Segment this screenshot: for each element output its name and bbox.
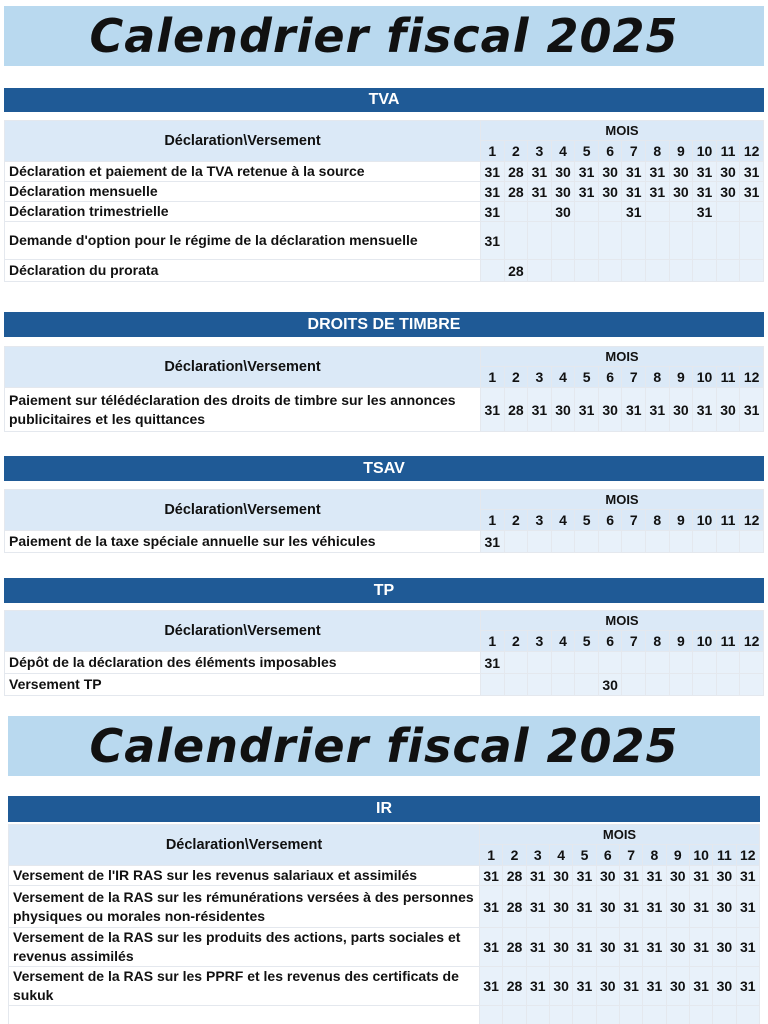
deadline-cell: 28 (504, 162, 528, 182)
month-number: 2 (504, 367, 528, 388)
deadline-cell: 31 (480, 388, 504, 432)
column-header-mois: MOIS (479, 825, 759, 845)
row-label (9, 1006, 480, 1024)
column-header-declaration: Déclaration\Versement (5, 347, 481, 388)
month-number: 1 (480, 510, 504, 531)
deadline-cell (596, 1006, 619, 1024)
table-row (9, 886, 760, 928)
table-header-row (5, 347, 764, 367)
month-number: 2 (504, 631, 528, 652)
column-header-declaration: Déclaration\Versement (5, 490, 481, 531)
row-label: Versement de la RAS sur les PPRF et les revenus des certificats de sukuk (9, 967, 480, 1006)
deadline-cell (551, 222, 575, 260)
column-header-mois: MOIS (480, 121, 763, 141)
month-number: 1 (480, 141, 504, 162)
deadline-cell: 31 (480, 202, 504, 222)
deadline-cell: 31 (526, 967, 549, 1006)
deadline-cell: 28 (503, 967, 526, 1006)
deadline-cell: 31 (693, 388, 717, 432)
deadline-cell: 30 (669, 388, 693, 432)
month-number: 3 (526, 845, 549, 866)
section-table (4, 610, 764, 696)
deadline-cell (716, 531, 740, 553)
deadline-cell: 28 (503, 866, 526, 886)
deadline-cell: 28 (504, 182, 528, 202)
deadline-cell (504, 531, 528, 553)
month-number: 1 (480, 367, 504, 388)
deadline-cell: 31 (693, 202, 717, 222)
deadline-cell (716, 260, 740, 282)
deadline-cell: 31 (575, 162, 599, 182)
month-number: 4 (551, 510, 575, 531)
deadline-cell (575, 222, 599, 260)
month-number: 10 (693, 141, 717, 162)
deadline-cell (669, 260, 693, 282)
deadline-cell (646, 202, 670, 222)
deadline-cell: 31 (479, 886, 502, 928)
deadline-cell: 30 (713, 928, 736, 967)
deadline-cell: 31 (526, 928, 549, 967)
deadline-cell: 31 (689, 928, 712, 967)
row-label: Déclaration du prorata (5, 260, 481, 282)
deadline-cell (669, 222, 693, 260)
deadline-cell: 31 (736, 967, 759, 1006)
deadline-cell: 31 (479, 967, 502, 1006)
section-droits-de-timbre (4, 312, 764, 432)
deadline-cell (528, 531, 552, 553)
table-row (5, 222, 764, 260)
deadline-cell: 30 (549, 967, 572, 1006)
month-number: 3 (528, 367, 552, 388)
table-header-row (9, 825, 760, 845)
deadline-cell (575, 652, 599, 674)
month-number: 3 (528, 510, 552, 531)
month-number: 6 (598, 631, 622, 652)
deadline-cell: 30 (713, 866, 736, 886)
month-number: 4 (551, 141, 575, 162)
table-header-row (5, 490, 764, 510)
month-number: 9 (669, 141, 693, 162)
month-number: 5 (575, 631, 599, 652)
deadline-cell: 31 (480, 162, 504, 182)
month-number: 1 (480, 631, 504, 652)
column-header-mois: MOIS (480, 611, 763, 631)
deadline-cell: 30 (549, 866, 572, 886)
deadline-cell: 28 (504, 260, 528, 282)
page-title-banner (8, 716, 760, 776)
section-tsav (4, 456, 764, 553)
deadline-cell: 30 (596, 886, 619, 928)
month-number: 6 (596, 845, 619, 866)
deadline-cell (716, 222, 740, 260)
section-table (4, 346, 764, 432)
deadline-cell: 31 (528, 182, 552, 202)
deadline-cell: 31 (689, 886, 712, 928)
deadline-cell (646, 222, 670, 260)
row-label: Paiement de la taxe spéciale annuelle sur les véhicules (5, 531, 481, 553)
deadline-cell: 30 (669, 182, 693, 202)
row-label: Versement TP (5, 674, 481, 696)
month-number: 5 (575, 367, 599, 388)
section-tp (4, 578, 764, 696)
deadline-cell (666, 1006, 689, 1024)
deadline-cell (622, 674, 646, 696)
table-header-row (5, 121, 764, 141)
section-title: TSAV (4, 456, 764, 481)
row-label: Déclaration mensuelle (5, 182, 481, 202)
deadline-cell: 31 (480, 531, 504, 553)
deadline-cell (740, 674, 764, 696)
month-number: 12 (740, 631, 764, 652)
section-tva (4, 88, 764, 282)
deadline-cell: 30 (598, 162, 622, 182)
deadline-cell: 30 (716, 388, 740, 432)
deadline-cell (480, 260, 504, 282)
month-number: 11 (713, 845, 736, 866)
deadline-cell (528, 652, 552, 674)
month-number: 11 (716, 631, 740, 652)
deadline-cell: 31 (740, 162, 764, 182)
deadline-cell (740, 260, 764, 282)
deadline-cell (622, 652, 646, 674)
deadline-cell (503, 1006, 526, 1024)
deadline-cell: 31 (528, 388, 552, 432)
deadline-cell (504, 652, 528, 674)
deadline-cell: 31 (643, 967, 666, 1006)
deadline-cell (549, 1006, 572, 1024)
deadline-cell: 31 (480, 182, 504, 202)
deadline-cell (504, 222, 528, 260)
deadline-cell (740, 531, 764, 553)
month-number: 9 (669, 510, 693, 531)
section-title: TP (4, 578, 764, 603)
column-header-declaration: Déclaration\Versement (5, 611, 481, 652)
table-header-row (5, 611, 764, 631)
month-number: 9 (666, 845, 689, 866)
deadline-cell: 31 (622, 162, 646, 182)
deadline-cell: 30 (551, 162, 575, 182)
deadline-cell: 31 (575, 388, 599, 432)
deadline-cell (528, 260, 552, 282)
month-number: 2 (504, 510, 528, 531)
row-label: Dépôt de la déclaration des éléments imposables (5, 652, 481, 674)
column-header-mois: MOIS (480, 347, 763, 367)
deadline-cell (528, 202, 552, 222)
deadline-cell: 31 (619, 928, 642, 967)
deadline-cell: 30 (716, 162, 740, 182)
deadline-cell (551, 652, 575, 674)
month-number: 4 (551, 367, 575, 388)
deadline-cell (693, 652, 717, 674)
deadline-cell: 31 (693, 162, 717, 182)
deadline-cell: 30 (666, 928, 689, 967)
deadline-cell: 30 (713, 967, 736, 1006)
section-ir (8, 796, 760, 1024)
deadline-cell: 31 (619, 967, 642, 1006)
month-number: 8 (646, 367, 670, 388)
table-row (9, 866, 760, 886)
deadline-cell (598, 652, 622, 674)
deadline-cell (669, 202, 693, 222)
month-number: 6 (598, 141, 622, 162)
deadline-cell: 30 (713, 886, 736, 928)
deadline-cell: 31 (622, 182, 646, 202)
month-number: 12 (736, 845, 759, 866)
deadline-cell (646, 260, 670, 282)
month-number: 11 (716, 367, 740, 388)
month-number: 10 (693, 367, 717, 388)
month-number: 3 (528, 141, 552, 162)
deadline-cell: 31 (736, 886, 759, 928)
deadline-cell (551, 260, 575, 282)
month-number: 6 (598, 367, 622, 388)
table-row (5, 202, 764, 222)
month-number: 7 (622, 367, 646, 388)
section-table (8, 824, 760, 1024)
deadline-cell (619, 1006, 642, 1024)
deadline-cell: 31 (575, 182, 599, 202)
deadline-cell (575, 260, 599, 282)
deadline-cell (504, 202, 528, 222)
month-number: 10 (689, 845, 712, 866)
deadline-cell: 30 (549, 886, 572, 928)
deadline-cell: 31 (643, 866, 666, 886)
table-row (5, 388, 764, 432)
month-number: 7 (622, 631, 646, 652)
deadline-cell: 30 (716, 182, 740, 202)
deadline-cell: 28 (503, 928, 526, 967)
deadline-cell: 30 (666, 866, 689, 886)
deadline-cell (598, 202, 622, 222)
row-label: Déclaration trimestrielle (5, 202, 481, 222)
deadline-cell (693, 674, 717, 696)
table-row (9, 928, 760, 967)
deadline-cell: 31 (573, 928, 596, 967)
deadline-cell: 30 (596, 866, 619, 886)
deadline-cell: 30 (598, 674, 622, 696)
deadline-cell: 31 (526, 886, 549, 928)
month-number: 8 (646, 141, 670, 162)
deadline-cell: 31 (646, 162, 670, 182)
column-header-mois: MOIS (480, 490, 763, 510)
deadline-cell (669, 674, 693, 696)
deadline-cell (716, 652, 740, 674)
deadline-cell: 31 (643, 928, 666, 967)
table-row (5, 652, 764, 674)
month-number: 12 (740, 367, 764, 388)
month-number: 5 (575, 510, 599, 531)
deadline-cell (693, 531, 717, 553)
page-title: Calendrier fiscal 2025 (89, 719, 679, 773)
month-number: 5 (573, 845, 596, 866)
deadline-cell: 31 (693, 182, 717, 202)
deadline-cell: 31 (740, 182, 764, 202)
month-number: 8 (646, 510, 670, 531)
month-number: 7 (622, 510, 646, 531)
row-label: Versement de l'IR RAS sur les revenus salariaux et assimilés (9, 866, 480, 886)
deadline-cell (551, 531, 575, 553)
deadline-cell: 28 (504, 388, 528, 432)
deadline-cell (526, 1006, 549, 1024)
deadline-cell: 30 (598, 182, 622, 202)
deadline-cell (693, 222, 717, 260)
deadline-cell: 31 (573, 866, 596, 886)
deadline-cell (646, 652, 670, 674)
section-title: IR (8, 796, 760, 822)
month-number: 6 (598, 510, 622, 531)
deadline-cell: 28 (503, 886, 526, 928)
deadline-cell (693, 260, 717, 282)
section-title: TVA (4, 88, 764, 112)
deadline-cell (479, 1006, 502, 1024)
deadline-cell: 31 (736, 928, 759, 967)
deadline-cell: 31 (479, 928, 502, 967)
row-label: Versement de la RAS sur les rémunérations versées à des personnes physiques ou morales non-résidentes (9, 886, 480, 928)
deadline-cell (575, 674, 599, 696)
deadline-cell: 30 (596, 928, 619, 967)
deadline-cell (598, 531, 622, 553)
column-header-declaration: Déclaration\Versement (9, 825, 480, 866)
row-label: Paiement sur télédéclaration des droits de timbre sur les annonces publicitaires et les quittances (5, 388, 481, 432)
column-header-declaration: Déclaration\Versement (5, 121, 481, 162)
table-row (5, 260, 764, 282)
deadline-cell: 30 (549, 928, 572, 967)
table-row (5, 531, 764, 553)
table-row (5, 182, 764, 202)
deadline-cell: 31 (619, 866, 642, 886)
deadline-cell (740, 222, 764, 260)
deadline-cell: 30 (666, 886, 689, 928)
month-number: 2 (503, 845, 526, 866)
deadline-cell (598, 260, 622, 282)
deadline-cell: 31 (573, 886, 596, 928)
deadline-cell: 30 (551, 202, 575, 222)
deadline-cell: 31 (573, 967, 596, 1006)
row-label: Versement de la RAS sur les produits des actions, parts sociales et revenus assimilés (9, 928, 480, 967)
deadline-cell: 30 (596, 967, 619, 1006)
section-table (4, 489, 764, 553)
deadline-cell (598, 222, 622, 260)
deadline-cell (480, 674, 504, 696)
deadline-cell (573, 1006, 596, 1024)
deadline-cell (528, 222, 552, 260)
deadline-cell (736, 1006, 759, 1024)
deadline-cell (622, 260, 646, 282)
deadline-cell (669, 531, 693, 553)
month-number: 9 (669, 367, 693, 388)
section-title: DROITS DE TIMBRE (4, 312, 764, 337)
deadline-cell: 30 (669, 162, 693, 182)
deadline-cell: 31 (689, 866, 712, 886)
page-title: Calendrier fiscal 2025 (89, 9, 679, 63)
table-row (5, 674, 764, 696)
month-number: 9 (669, 631, 693, 652)
row-label: Demande d'option pour le régime de la déclaration mensuelle (5, 222, 481, 260)
section-table (4, 120, 764, 282)
deadline-cell (646, 674, 670, 696)
deadline-cell (504, 674, 528, 696)
deadline-cell: 31 (528, 162, 552, 182)
deadline-cell (551, 674, 575, 696)
month-number: 11 (716, 510, 740, 531)
deadline-cell (713, 1006, 736, 1024)
month-number: 12 (740, 510, 764, 531)
deadline-cell: 31 (479, 866, 502, 886)
page-title-banner (4, 6, 764, 66)
month-number: 7 (619, 845, 642, 866)
month-number: 8 (643, 845, 666, 866)
table-row (5, 162, 764, 182)
month-number: 2 (504, 141, 528, 162)
deadline-cell: 30 (551, 388, 575, 432)
deadline-cell: 31 (646, 388, 670, 432)
month-number: 12 (740, 141, 764, 162)
month-number: 3 (528, 631, 552, 652)
deadline-cell: 30 (598, 388, 622, 432)
deadline-cell: 31 (622, 202, 646, 222)
month-number: 10 (693, 510, 717, 531)
deadline-cell: 31 (619, 886, 642, 928)
deadline-cell (716, 202, 740, 222)
month-number: 4 (549, 845, 572, 866)
deadline-cell: 31 (689, 967, 712, 1006)
deadline-cell (643, 1006, 666, 1024)
month-number: 5 (575, 141, 599, 162)
deadline-cell (740, 202, 764, 222)
deadline-cell: 31 (480, 222, 504, 260)
deadline-cell (646, 531, 670, 553)
deadline-cell (622, 531, 646, 553)
deadline-cell: 31 (740, 388, 764, 432)
row-label: Déclaration et paiement de la TVA retenue à la source (5, 162, 481, 182)
month-number: 11 (716, 141, 740, 162)
deadline-cell: 30 (666, 967, 689, 1006)
month-number: 4 (551, 631, 575, 652)
deadline-cell: 31 (526, 866, 549, 886)
deadline-cell (575, 531, 599, 553)
month-number: 1 (479, 845, 502, 866)
table-row (9, 1006, 760, 1024)
deadline-cell (622, 222, 646, 260)
deadline-cell (740, 652, 764, 674)
deadline-cell: 31 (736, 866, 759, 886)
month-number: 8 (646, 631, 670, 652)
table-row (9, 967, 760, 1006)
deadline-cell (689, 1006, 712, 1024)
deadline-cell (716, 674, 740, 696)
deadline-cell (528, 674, 552, 696)
month-number: 10 (693, 631, 717, 652)
deadline-cell (575, 202, 599, 222)
deadline-cell: 31 (643, 886, 666, 928)
deadline-cell: 30 (551, 182, 575, 202)
deadline-cell: 31 (480, 652, 504, 674)
deadline-cell: 31 (622, 388, 646, 432)
deadline-cell: 31 (646, 182, 670, 202)
month-number: 7 (622, 141, 646, 162)
deadline-cell (669, 652, 693, 674)
